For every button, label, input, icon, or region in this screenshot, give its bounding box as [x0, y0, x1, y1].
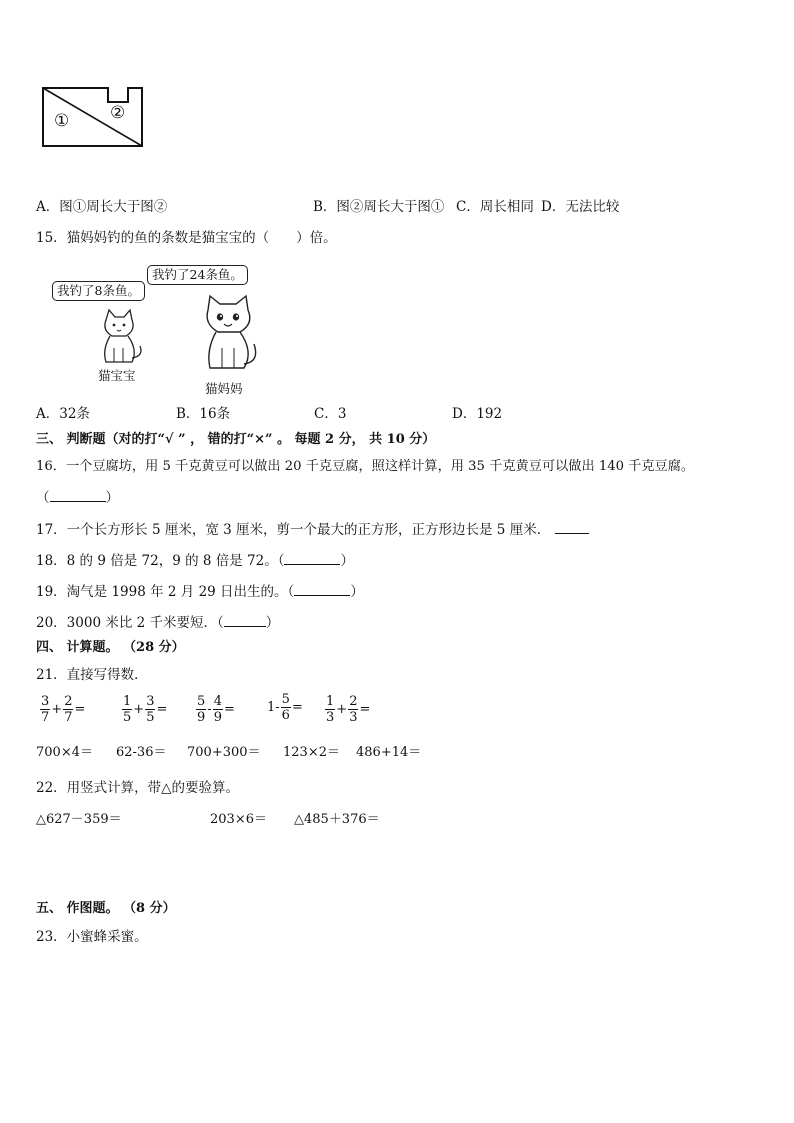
baby-cat-label: 猫宝宝 — [98, 368, 136, 383]
q22-text: 22．用竖式计算，带△的要验算。 — [36, 780, 240, 796]
q14-option-a[interactable]: A．图①周长大于图② — [36, 199, 168, 215]
q19-paren-close: ） — [350, 584, 364, 600]
baby-cat-speech-bubble: 我钓了8条鱼。 — [52, 281, 145, 301]
q18-text: 18．8 的 9 倍是 72，9 的 8 倍是 72。（ — [36, 553, 285, 569]
q19-row — [36, 583, 364, 601]
q19-answer-blank[interactable] — [294, 583, 350, 596]
mother-cat-icon — [200, 292, 260, 372]
q15-option-b[interactable]: B．16条 — [176, 406, 231, 422]
q17-text: 17．一个长方形长 5 厘米，宽 3 厘米，剪一个最大的正方形，正方形边长是 5 厘米． — [36, 522, 551, 538]
frac-denominator: 3 — [326, 710, 335, 725]
mental-math-2: 62-36＝ — [116, 745, 167, 760]
fraction-expr-1 — [40, 692, 86, 725]
frac-numerator: 3 — [146, 694, 155, 709]
section-5-heading: 五、 作图题。 （8 分） — [36, 901, 176, 916]
frac-numerator: 3 — [41, 694, 50, 709]
frac-equals: = — [223, 701, 235, 717]
q20-row — [36, 614, 279, 632]
frac-equals: = — [359, 701, 371, 717]
q15-option-c[interactable]: C．3 — [314, 406, 347, 422]
q14-option-d[interactable]: D．无法比较 — [541, 199, 620, 215]
fraction-expr-4 — [266, 692, 304, 723]
frac-equals: = — [156, 701, 168, 717]
vertical-calc-1: △627－359＝ — [36, 812, 122, 827]
frac-denominator: 7 — [41, 710, 50, 725]
mother-cat-speech-bubble: 我钓了24条鱼。 — [147, 265, 248, 285]
frac-denominator: 5 — [123, 710, 132, 725]
q18-answer-blank[interactable] — [284, 552, 340, 565]
q20-text: 20．3000 米比 2 千米要短．（ — [36, 615, 224, 631]
q14-figure-label-1: ① — [54, 111, 70, 131]
frac-denominator: 6 — [281, 708, 290, 723]
q15-option-d[interactable]: D．192 — [452, 406, 503, 422]
q18-row — [36, 552, 354, 570]
mental-math-5: 486+14＝ — [356, 745, 422, 760]
mother-cat-label: 猫妈妈 — [205, 381, 243, 396]
frac-operator: + — [51, 701, 63, 717]
mental-math-1: 700×4＝ — [36, 745, 93, 760]
vertical-calc-2: 203×6＝ — [210, 812, 267, 827]
frac-operator: - — [207, 701, 212, 717]
vertical-calc-3: △485＋376＝ — [294, 812, 380, 827]
fraction-expr-2 — [122, 692, 168, 725]
q17-row — [36, 521, 589, 539]
frac-denominator: 9 — [213, 710, 222, 725]
baby-cat-icon — [96, 306, 146, 366]
q21-text: 21．直接写得数． — [36, 667, 148, 683]
q14-option-c[interactable]: C．周长相同 — [456, 199, 534, 215]
frac-operator: + — [133, 701, 145, 717]
q20-answer-blank[interactable] — [224, 614, 266, 627]
frac-denominator: 7 — [64, 710, 73, 725]
frac-numerator: 5 — [281, 692, 290, 707]
frac-numerator: 2 — [64, 694, 73, 709]
mental-math-4: 123×2＝ — [283, 745, 340, 760]
q16-answer-blank[interactable] — [50, 489, 106, 502]
frac-denominator: 3 — [349, 710, 358, 725]
frac-numerator: 1 — [123, 694, 132, 709]
q18-paren-close: ） — [340, 553, 354, 569]
section-4-heading: 四、 计算题。 （28 分） — [36, 640, 185, 655]
frac-denominator: 5 — [146, 710, 155, 725]
section-3-heading: 三、 判断题（对的打“√ ” ， 错的打“×” 。 每题 2 分， 共 10 分） — [36, 432, 436, 447]
frac-numerator: 2 — [349, 694, 358, 709]
frac-whole-minus: 1- — [267, 699, 280, 715]
q16-paren-open: （ — [36, 490, 50, 506]
q16-paren-close: ） — [105, 490, 119, 506]
frac-numerator: 4 — [213, 694, 222, 709]
q17-answer-blank[interactable] — [555, 521, 589, 534]
q20-paren-close: ） — [265, 615, 280, 631]
q14-option-b[interactable]: B．图②周长大于图① — [313, 199, 445, 215]
mental-math-3: 700+300＝ — [187, 745, 261, 760]
q15-stem: 15．猫妈妈钓的鱼的条数是猫宝宝的（ ）倍。 — [36, 230, 337, 246]
frac-operator: + — [336, 701, 348, 717]
q16-answer[interactable] — [36, 489, 119, 507]
fraction-expr-3 — [196, 692, 236, 725]
q14-figure-label-2: ② — [110, 103, 126, 123]
q19-text: 19．淘气是 1998 年 2 月 29 日出生的。（ — [36, 584, 295, 600]
q16-text: 16．一个豆腐坊，用 5 千克黄豆可以做出 20 千克豆腐，照这样计算，用 35 千克黄豆可以做出 140 千克豆腐。 — [36, 459, 695, 474]
q15-option-a[interactable]: A．32条 — [36, 406, 90, 422]
frac-denominator: 9 — [197, 710, 206, 725]
frac-equals: = — [74, 701, 86, 717]
fraction-expr-5 — [325, 692, 371, 725]
frac-numerator: 5 — [197, 694, 206, 709]
frac-equals: = — [291, 699, 303, 715]
frac-numerator: 1 — [326, 694, 335, 709]
q23-text: 23．小蜜蜂采蜜。 — [36, 929, 148, 945]
